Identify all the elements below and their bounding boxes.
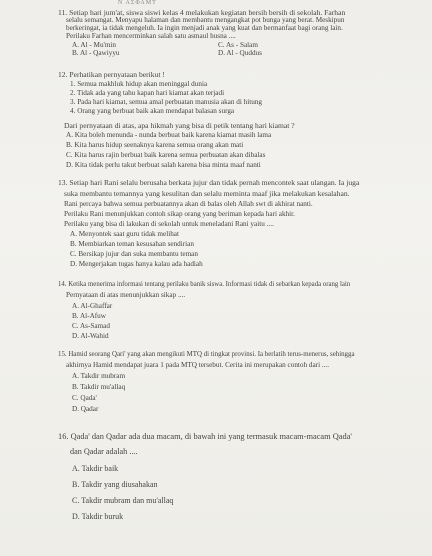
option-b[interactable]: B. Al-Afuw <box>72 312 106 320</box>
option-c[interactable]: C. As-Samad <box>72 322 110 330</box>
question-13-line: suka membantu temannya yang kesulitan dan selalu meminta maaf jika melakukan kesalahan. <box>64 189 350 198</box>
option-a[interactable]: A. Kita boleh menunda - nunda berbuat baik karena kiamat masih lama <box>66 131 272 139</box>
question-13-line: 13. Setiap hari Rani selalu berusaha berkata jujur dan tidak pernah mencontek saat ulangan. Ia juga <box>58 178 360 187</box>
option-b[interactable]: B. Membiarkan teman kesusahan sendirian <box>70 240 194 248</box>
question-14-line: Pernyataan di atas menunjukkan sikap .... <box>66 291 186 299</box>
option-a[interactable]: A. Menyontek saat guru tidak melihat <box>70 230 179 238</box>
statement-item: 2. Tidak ada yang tahu kapan hari kiamat akan terjadi <box>70 89 225 97</box>
option-c[interactable]: C. Takdir mubram dan mu'allaq <box>72 496 174 505</box>
option-a[interactable]: A. Takdir baik <box>72 464 119 473</box>
question-13-line: Perilaku yang bisa di lakukan di sekolah untuk meneladani Rani yaitu .... <box>64 220 274 228</box>
option-d[interactable]: D. Al - Quddus <box>218 49 262 57</box>
option-d[interactable]: D. Kita tidak perlu takut berbuat salah karena bisa minta maaf nanti <box>66 161 261 169</box>
question-13-line: Rani percaya bahwa semua perbuatannya akan di balas oleh Allah swt di akhirat nanti. <box>64 200 313 208</box>
option-b[interactable]: B. Takdir mu'allaq <box>72 383 126 391</box>
option-d[interactable]: D. Qadar <box>72 405 99 413</box>
question-11-line: selalu semangat. Menyapu halaman dan membantu mengangkat pot bunga yang berat. Meskipun <box>66 16 345 24</box>
option-c[interactable]: C. Qada' <box>72 394 97 402</box>
option-d[interactable]: D. Mengerjakan tugas hanya kalau ada hadiah <box>70 260 203 268</box>
question-12-prompt: Dari pernyataan di atas, apa hikmah yang bisa di petik tentang hari kiamat ? <box>64 121 295 130</box>
statement-item: 3. Pada hari kiamat, semua amal perbuatan manusia akan di hitung <box>70 98 263 106</box>
option-c[interactable]: C. As - Salam <box>218 41 258 49</box>
statement-item: 1. Semua makhluk hidup akan meninggal dunia <box>70 80 208 88</box>
question-15-line: akhirnya Hamid mendapat juara 1 pada MTQ tersebut. Cerita ini merupakan contoh dari .... <box>66 361 330 369</box>
question-11-line: berkeringat, ia tidak mengeluh. Ia ingin menjadi anak yang kuat dan bermanfaat bagi orang lain. <box>66 24 343 32</box>
question-13-line: Perilaku Rani menunjukkan contoh sikap orang yang beriman kepada hari akhir. <box>64 210 295 218</box>
option-a[interactable]: A. Al-Ghaffar <box>72 302 113 310</box>
option-b[interactable]: B. Takdir yang diusahakan <box>72 480 158 489</box>
option-a[interactable]: A. Takdir mubram <box>72 372 126 380</box>
question-16-line: 16. Qada' dan Qadar ada dua macam, di bawah ini yang termasuk macam-macam Qada' <box>58 432 352 441</box>
option-b[interactable]: B. Al - Qawiyyu <box>72 49 120 57</box>
question-12-text: 12. Perhatikan pernyataan berikut ! <box>58 70 165 79</box>
option-d[interactable]: D. Al-Wahid <box>72 332 109 340</box>
option-a[interactable]: A. Al - Mu'min <box>72 41 117 49</box>
question-15-line: 15. Hamid seorang Qari' yang akan mengikuti MTQ di tingkat provinsi. Ia berlatih terus-menerus, sehingga <box>58 351 355 358</box>
question-11-line: Perilaku Farhan mencerminkan salah satu asmaul husna .... <box>66 32 236 40</box>
option-d[interactable]: D. Takdir buruk <box>72 512 124 521</box>
option-c[interactable]: C. Bersikap jujur dan suka membantu teman <box>70 250 198 258</box>
question-14-line: 14. Ketika menerima informasi tentang perilaku banik siswa. Informasi tidak di sebarkan kepada orang lain <box>58 281 351 288</box>
option-c[interactable]: C. Kita harus rajin berbuat baik karena semua perbuatan akan dibalas <box>66 151 266 159</box>
question-11-line: 11. Setiap hari jum'at, siswa siswi kelas 4 melakukan kegiatan bersih bersih di sekolah. Farhan <box>58 8 346 17</box>
statement-item: 4. Orang yang berbuat baik akan mendapat balasan surga <box>70 107 235 115</box>
top-cut-text: Ν ΑΣΦΑΜΤ <box>118 0 157 6</box>
option-b[interactable]: B. Kita harus hidup seenaknya karena semua orang akan mati <box>66 141 244 149</box>
question-16-line: dan Qadar adalah .... <box>70 447 138 456</box>
